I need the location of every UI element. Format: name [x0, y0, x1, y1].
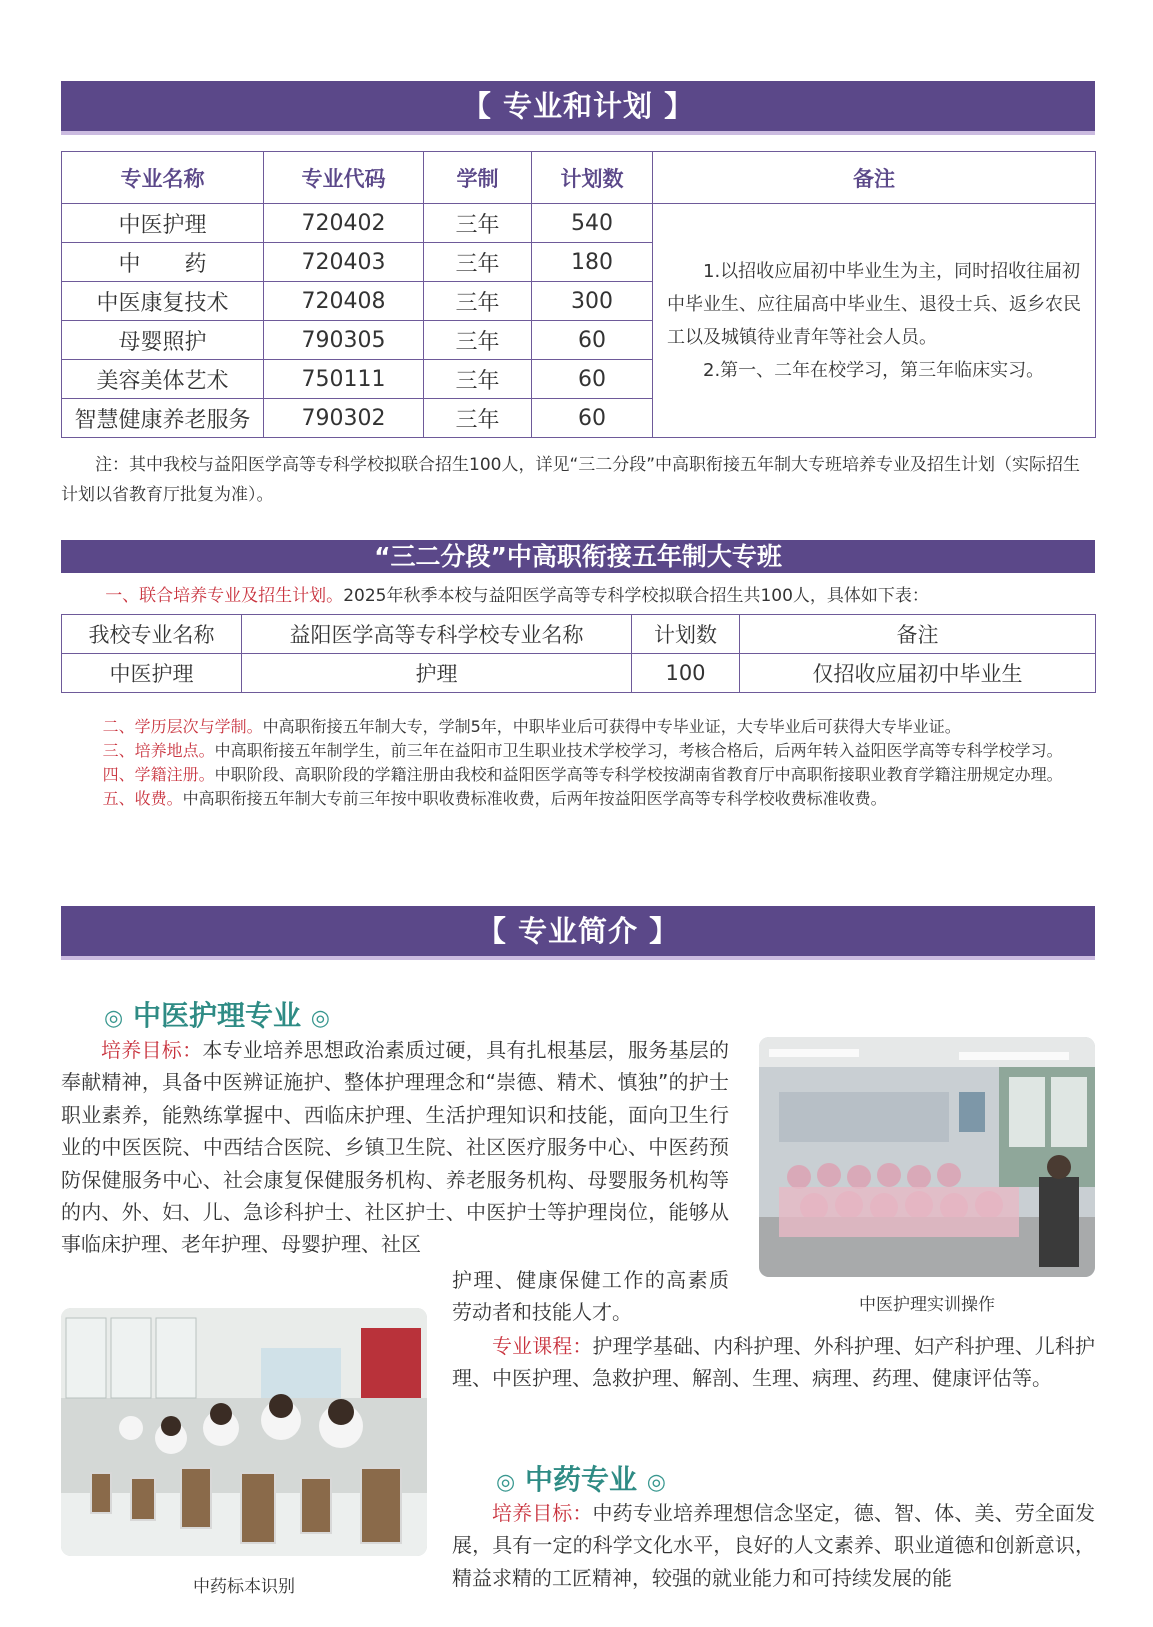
joint-items	[61, 715, 1101, 811]
circle-icon: ◎	[646, 1470, 666, 1495]
cell-major: 智慧健康养老服务	[62, 399, 264, 438]
goal-label: 培养目标：	[101, 1038, 203, 1062]
table-header-row	[62, 152, 1096, 204]
circle-icon: ◎	[496, 1470, 516, 1495]
remark-cell	[653, 204, 1096, 438]
nursing-goal-b	[452, 1264, 729, 1329]
joint-intro	[61, 583, 1096, 609]
nursing-photo-caption: 中医护理实训操作	[859, 1295, 995, 1315]
cell-major: 母婴照护	[62, 321, 264, 360]
pharmacy-photo-caption: 中药标本识别	[193, 1577, 295, 1597]
header-cell: 专业名称	[62, 152, 264, 204]
table-row	[62, 654, 1096, 693]
cell-duration: 三年	[424, 399, 532, 438]
remark-line: 2.第一、二年在校学习，第三年临床实习。	[703, 359, 1045, 381]
cell-code: 720403	[264, 243, 424, 282]
header-cell: 备注	[653, 152, 1096, 204]
cell-code: 750111	[264, 360, 424, 399]
cell-duration: 三年	[424, 282, 532, 321]
pharmacy-title	[496, 1458, 666, 1498]
goal-text: 本专业培养思想政治素质过硬，具有扎根基层，服务基层的奉献精神，具备中医辨证施护、整体护理理念和“崇德、精术、慎独”的护士职业素养，能熟练掌握中、西临床护理、生活护理知识和技能，面向卫生行业的中医医院、中西结合医院、乡镇卫生院、社区医疗服务中心、中医药预防保健服务中心、社会康复保健服务机构、养老服务机构、母婴服务机构等的内、外、妇、儿、急诊科护士、社区护士、中医护士等护理岗位，能够从事临床护理、老年护理、母婴护理、社区	[61, 1038, 730, 1257]
plan-table	[61, 151, 1096, 438]
header-cell: 计划数	[632, 615, 740, 654]
pharmacy-goal	[452, 1497, 1095, 1627]
item-label: 二、学历层次与学制。	[102, 717, 263, 736]
list-item	[61, 739, 1101, 763]
header-cell: 备注	[740, 615, 1096, 654]
cell-major: 美容美体艺术	[62, 360, 264, 399]
cell-code: 720402	[264, 204, 424, 243]
cell-duration: 三年	[424, 360, 532, 399]
cell-remark: 仅招收应届初中毕业生	[740, 654, 1096, 693]
plan-note: 注：其中我校与益阳医学高等专科学校拟联合招生100人，详见“三二分段”中高职衔接五年制大专班培养专业及招生计划（实际招生计划以省教育厅批复为准）。	[61, 455, 1081, 505]
nursing-training-photo	[759, 1037, 1095, 1277]
goal-label: 培养目标：	[492, 1501, 593, 1525]
course-label: 专业课程：	[492, 1334, 593, 1358]
cell-quota: 100	[632, 654, 740, 693]
cell-our-major: 中医护理	[62, 654, 242, 693]
cell-duration: 三年	[424, 243, 532, 282]
cell-partner-major: 护理	[242, 654, 632, 693]
cell-quota: 180	[532, 243, 653, 282]
item-text: 中高职衔接五年制学生，前三年在益阳市卫生职业技术学校学习，考核合格后，后两年转入益阳医学高等专科学校学习。	[214, 741, 1063, 760]
section-banner-intro	[61, 906, 1095, 956]
cell-major: 中医护理	[62, 204, 264, 243]
cell-code: 790305	[264, 321, 424, 360]
major-title: 中医护理专业	[132, 999, 301, 1032]
major-title: 中药专业	[524, 1463, 637, 1496]
cell-duration: 三年	[424, 204, 532, 243]
cell-major: 中医康复技术	[62, 282, 264, 321]
cell-major: 中 药	[62, 243, 264, 282]
circle-icon: ◎	[310, 1006, 330, 1031]
list-item	[61, 715, 1101, 739]
cell-quota: 60	[532, 321, 653, 360]
joint-table	[61, 614, 1096, 693]
classroom-photo-icon	[759, 1037, 1095, 1277]
nursing-goal-a	[61, 1034, 729, 1261]
pharmacy-specimen-photo	[61, 1308, 427, 1556]
header-cell: 计划数	[532, 152, 653, 204]
item-text: 中高职衔接五年制大专，学制5年，中职毕业后可获得中专毕业证，大专毕业后可获得大专毕业证。	[262, 717, 961, 736]
section-banner-plan	[61, 81, 1095, 131]
nursing-course	[452, 1330, 1095, 1395]
nursing-title	[104, 994, 330, 1034]
item-label: 五、收费。	[102, 789, 183, 808]
cell-duration: 三年	[424, 321, 532, 360]
list-item	[61, 763, 1101, 787]
cell-quota: 60	[532, 360, 653, 399]
cell-quota: 300	[532, 282, 653, 321]
list-item	[61, 787, 1101, 811]
course-text: 护理学基础、内科护理、外科护理、妇产科护理、儿科护理、中医护理、急救护理、解剖、生理、病理、药理、健康评估等。	[452, 1334, 1096, 1391]
banner-title: “三二分段”中高职衔接五年制大专班	[374, 542, 782, 571]
remark-line: 1.以招收应届初中毕业生为主，同时招收往届初中毕业生、应往届高中毕业生、退役士兵、返乡农民工以及城镇待业青年等社会人员。	[667, 260, 1081, 348]
item-label: 四、学籍注册。	[102, 765, 215, 784]
joint-intro-text: 2025年秋季本校与益阳医学高等专科学校拟联合招生共100人，具体如下表：	[343, 586, 929, 606]
joint-intro-label: 一、联合培养专业及招生计划。	[105, 586, 344, 606]
item-text: 中职阶段、高职阶段的学籍注册由我校和益阳医学高等专科学校按湖南省教育厅中高职衔接职业教育学籍注册规定办理。	[214, 765, 1063, 784]
cell-quota: 60	[532, 399, 653, 438]
item-text: 中高职衔接五年制大专前三年按中职收费标准收费，后两年按益阳医学高等专科学校收费标准收费。	[182, 789, 887, 808]
banner-title: 【 专业和计划 】	[461, 89, 695, 123]
goal-text: 中药专业培养理想信念坚定，德、智、体、美、劳全面发展，具有一定的科学文化水平，良好的人文素养、职业道德和创新意识，精益求精的工匠精神，较强的就业能力和可持续发展的能	[452, 1501, 1095, 1590]
header-cell: 我校专业名称	[62, 615, 242, 654]
table-header-row	[62, 615, 1096, 654]
circle-icon: ◎	[104, 1006, 124, 1031]
lab-photo-icon	[61, 1308, 427, 1556]
cell-code: 720408	[264, 282, 424, 321]
header-cell: 益阳医学高等专科学校专业名称	[242, 615, 632, 654]
table-row	[62, 204, 1096, 243]
cell-code: 790302	[264, 399, 424, 438]
item-label: 三、培养地点。	[102, 741, 215, 760]
banner-title: 【 专业简介 】	[476, 914, 680, 948]
header-cell: 专业代码	[264, 152, 424, 204]
goal-text-cont: 护理、健康保健工作的高素质劳动者和技能人才。	[452, 1268, 729, 1325]
cell-quota: 540	[532, 204, 653, 243]
section-banner-joint	[61, 540, 1095, 573]
header-cell: 学制	[424, 152, 532, 204]
